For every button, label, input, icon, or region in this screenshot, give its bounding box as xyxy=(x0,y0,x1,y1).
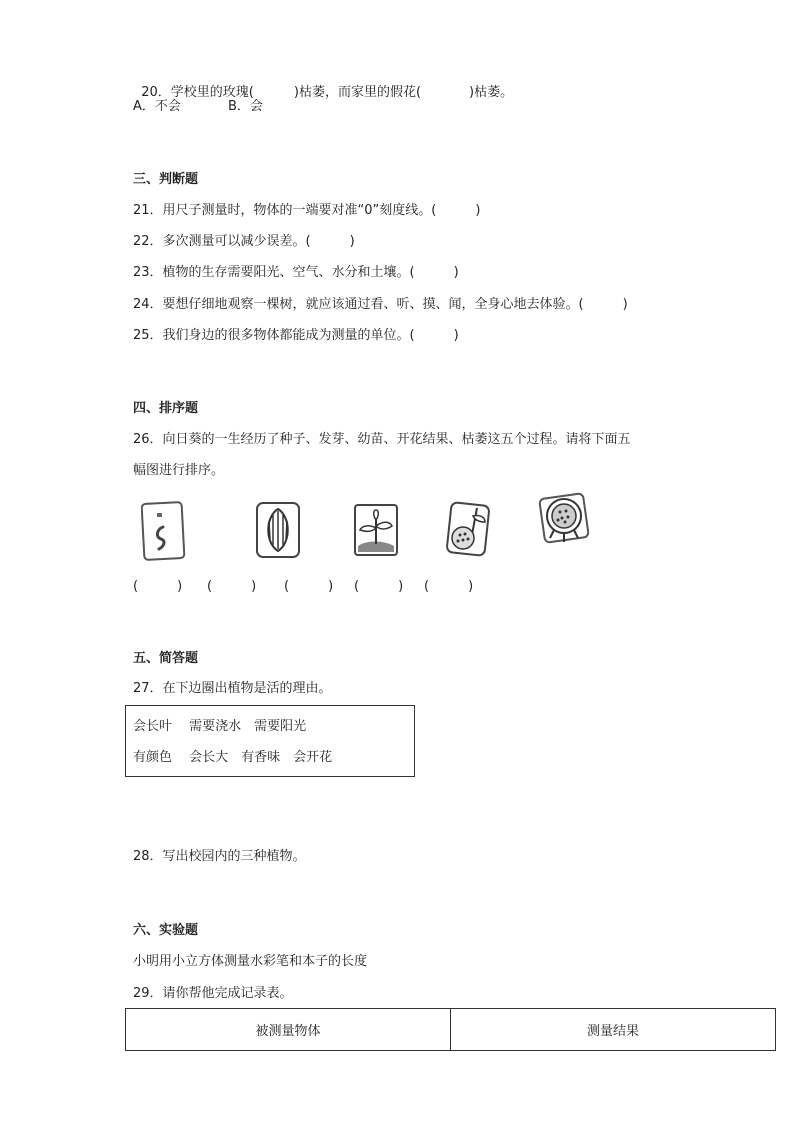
question-27: 27．在下边圈出植物是活的理由。 xyxy=(133,681,332,696)
question-21: 21．用尺子测量时，物体的一端要对准“0”刻度线。( ) xyxy=(133,203,481,218)
q27-options-box xyxy=(125,705,415,777)
question-26-line-2: 幅图进行排序。 xyxy=(133,463,225,478)
q20-option-b: B．会 xyxy=(228,99,263,114)
order-blank-2[interactable]: ( ) xyxy=(207,579,257,594)
q20-suffix: )枯萎。 xyxy=(469,85,514,100)
question-26-line-1: 26．向日葵的一生经历了种子、发芽、幼苗、开花结果、枯萎这五个过程。请将下面五 xyxy=(133,432,631,447)
question-29: 29．请你帮他完成记录表。 xyxy=(133,986,293,1001)
question-22: 22．多次测量可以减少误差。( ) xyxy=(133,234,355,249)
q20-middle: )枯萎，而家里的假花( xyxy=(293,85,422,100)
flowering-image xyxy=(443,500,493,558)
experiment-intro: 小明用小立方体测量水彩笔和本子的长度 xyxy=(133,954,368,969)
question-20 xyxy=(133,66,513,102)
order-blank-1[interactable]: ( ) xyxy=(133,579,183,594)
q20-prefix: 20．学校里的玫瑰( xyxy=(141,85,254,100)
table-row xyxy=(126,1009,776,1051)
sprout-card-image xyxy=(141,499,191,563)
withered-flower-image xyxy=(536,490,592,548)
order-blank-4[interactable]: ( ) xyxy=(354,579,404,594)
section-4-title: 四、排序题 xyxy=(133,401,199,416)
q27-options-row-2[interactable]: 有颜色 会长大 有香味 会开花 xyxy=(133,750,333,765)
order-blank-3[interactable]: ( ) xyxy=(284,579,334,594)
section-5-title: 五、简答题 xyxy=(133,651,199,666)
question-24: 24．要想仔细地观察一棵树，就应该通过看、听、摸、闻，全身心地去体验。( ) xyxy=(133,297,628,312)
table-header-object: 被测量物体 xyxy=(126,1009,451,1051)
q27-options-row-1[interactable]: 会长叶 需要浇水 需要阳光 xyxy=(133,719,307,734)
section-6-title: 六、实验题 xyxy=(133,923,199,938)
q20-option-a: A．不会 xyxy=(133,99,181,114)
question-23: 23．植物的生存需要阳光、空气、水分和土壤。( ) xyxy=(133,265,459,280)
seedling-image xyxy=(352,502,400,558)
question-28: 28．写出校园内的三种植物。 xyxy=(133,849,306,864)
section-3-title: 三、判断题 xyxy=(133,172,199,187)
question-25: 25．我们身边的很多物体都能成为测量的单位。( ) xyxy=(133,328,459,343)
record-table xyxy=(125,1008,776,1051)
table-header-result: 测量结果 xyxy=(451,1009,776,1051)
seed-image xyxy=(255,501,301,559)
order-blank-5[interactable]: ( ) xyxy=(424,579,474,594)
